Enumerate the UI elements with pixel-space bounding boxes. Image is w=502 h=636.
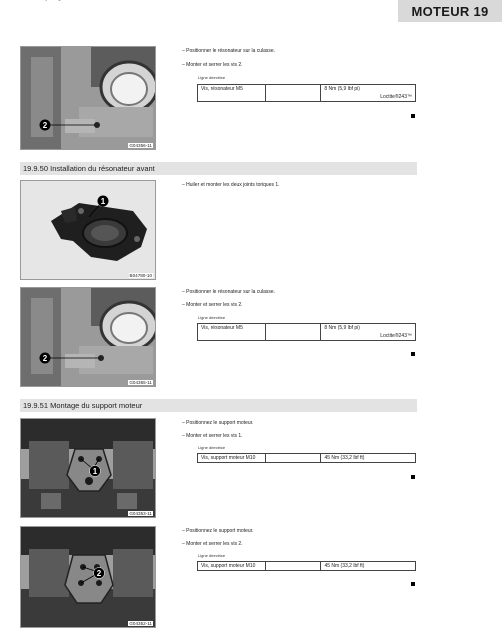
figure-o-rings — [20, 180, 156, 280]
spec-torque: 45 Nm (33,2 lbf ft) — [321, 454, 416, 463]
instruction-step: – Monter et serrer les vis 2. — [182, 541, 243, 547]
spec-part: Vis, résonateur M5 — [198, 324, 266, 341]
guideline-label: Ligne directrice — [198, 553, 226, 558]
end-marker — [411, 114, 415, 118]
guideline-label: Ligne directrice — [198, 315, 226, 320]
instruction-step: – Positionner le résonateur sur la culasse. — [182, 48, 276, 54]
figure-code: G04352-11 — [129, 621, 152, 626]
callout-number: 2 — [42, 354, 48, 363]
figure-resonator-top — [20, 46, 156, 150]
instruction-step: – Monter et serrer les vis 2. — [182, 302, 243, 308]
end-marker — [411, 582, 415, 586]
figure-code: G04356-11 — [129, 143, 152, 148]
figure-engine-support-2 — [20, 526, 156, 628]
engine-support-photo — [21, 527, 156, 628]
instruction-step: – Monter et serrer les vis 2. — [182, 62, 243, 68]
end-marker — [411, 475, 415, 479]
section-title: 19.9.51 Montage du support moteur — [20, 399, 417, 412]
instruction-step: – Positionner le résonateur sur la culasse. — [182, 289, 276, 295]
figure-code: G04355-11 — [129, 380, 152, 385]
figure-engine-support — [20, 418, 156, 518]
figure-resonator-install — [20, 287, 156, 387]
engine-support-photo — [21, 419, 156, 518]
chapter-tab: MOTEUR 19 — [398, 0, 502, 22]
spec-torque-cell — [321, 85, 416, 102]
spec-blank — [265, 454, 321, 463]
callout-number: 2 — [42, 121, 48, 130]
spec-part: Vis, résonateur M5 — [198, 85, 266, 102]
figure-code: G04353-11 — [129, 511, 152, 516]
section-title: 19.9.50 Installation du résonateur avant — [20, 162, 417, 175]
resonator-part-photo — [21, 181, 156, 280]
spec-threadlocker: Loctite®243™ — [380, 333, 412, 339]
spec-torque-cell — [321, 324, 416, 341]
callout-number: 2 — [96, 569, 102, 578]
header-fragment-text — [36, 0, 88, 1]
spec-blank — [265, 324, 321, 341]
engine-resonator-photo — [21, 288, 156, 387]
spec-blank — [265, 85, 321, 102]
spec-part: Vis, support moteur M10 — [198, 454, 266, 463]
torque-spec-table — [197, 561, 416, 571]
guideline-label: Ligne directrice — [198, 75, 226, 80]
instruction-step: – Positionnez le support moteur. — [182, 420, 254, 426]
torque-spec-table — [197, 453, 416, 463]
end-marker — [411, 352, 415, 356]
instruction-step: – Monter et serrer les vis 1. — [182, 433, 243, 439]
spec-threadlocker: Loctite®243™ — [380, 94, 412, 100]
instruction-step: – Huiler et monter les deux joints toriques 1. — [182, 182, 280, 188]
torque-spec-table — [197, 323, 416, 341]
spec-part: Vis, support moteur M10 — [198, 562, 266, 571]
figure-code: B04780-10 — [129, 273, 152, 278]
callout-number: 1 — [100, 197, 106, 206]
spec-torque: 45 Nm (33,2 lbf ft) — [321, 562, 416, 571]
engine-resonator-photo — [21, 47, 156, 150]
spec-blank — [265, 562, 321, 571]
spec-torque: 8 Nm (5,9 lbf pi) — [324, 86, 360, 92]
instruction-step: – Positionnez le support moteur. — [182, 528, 254, 534]
torque-spec-table — [197, 84, 416, 102]
guideline-label: Ligne directrice — [198, 445, 226, 450]
callout-number: 1 — [92, 467, 98, 476]
spec-torque: 8 Nm (5,9 lbf pi) — [324, 325, 360, 331]
